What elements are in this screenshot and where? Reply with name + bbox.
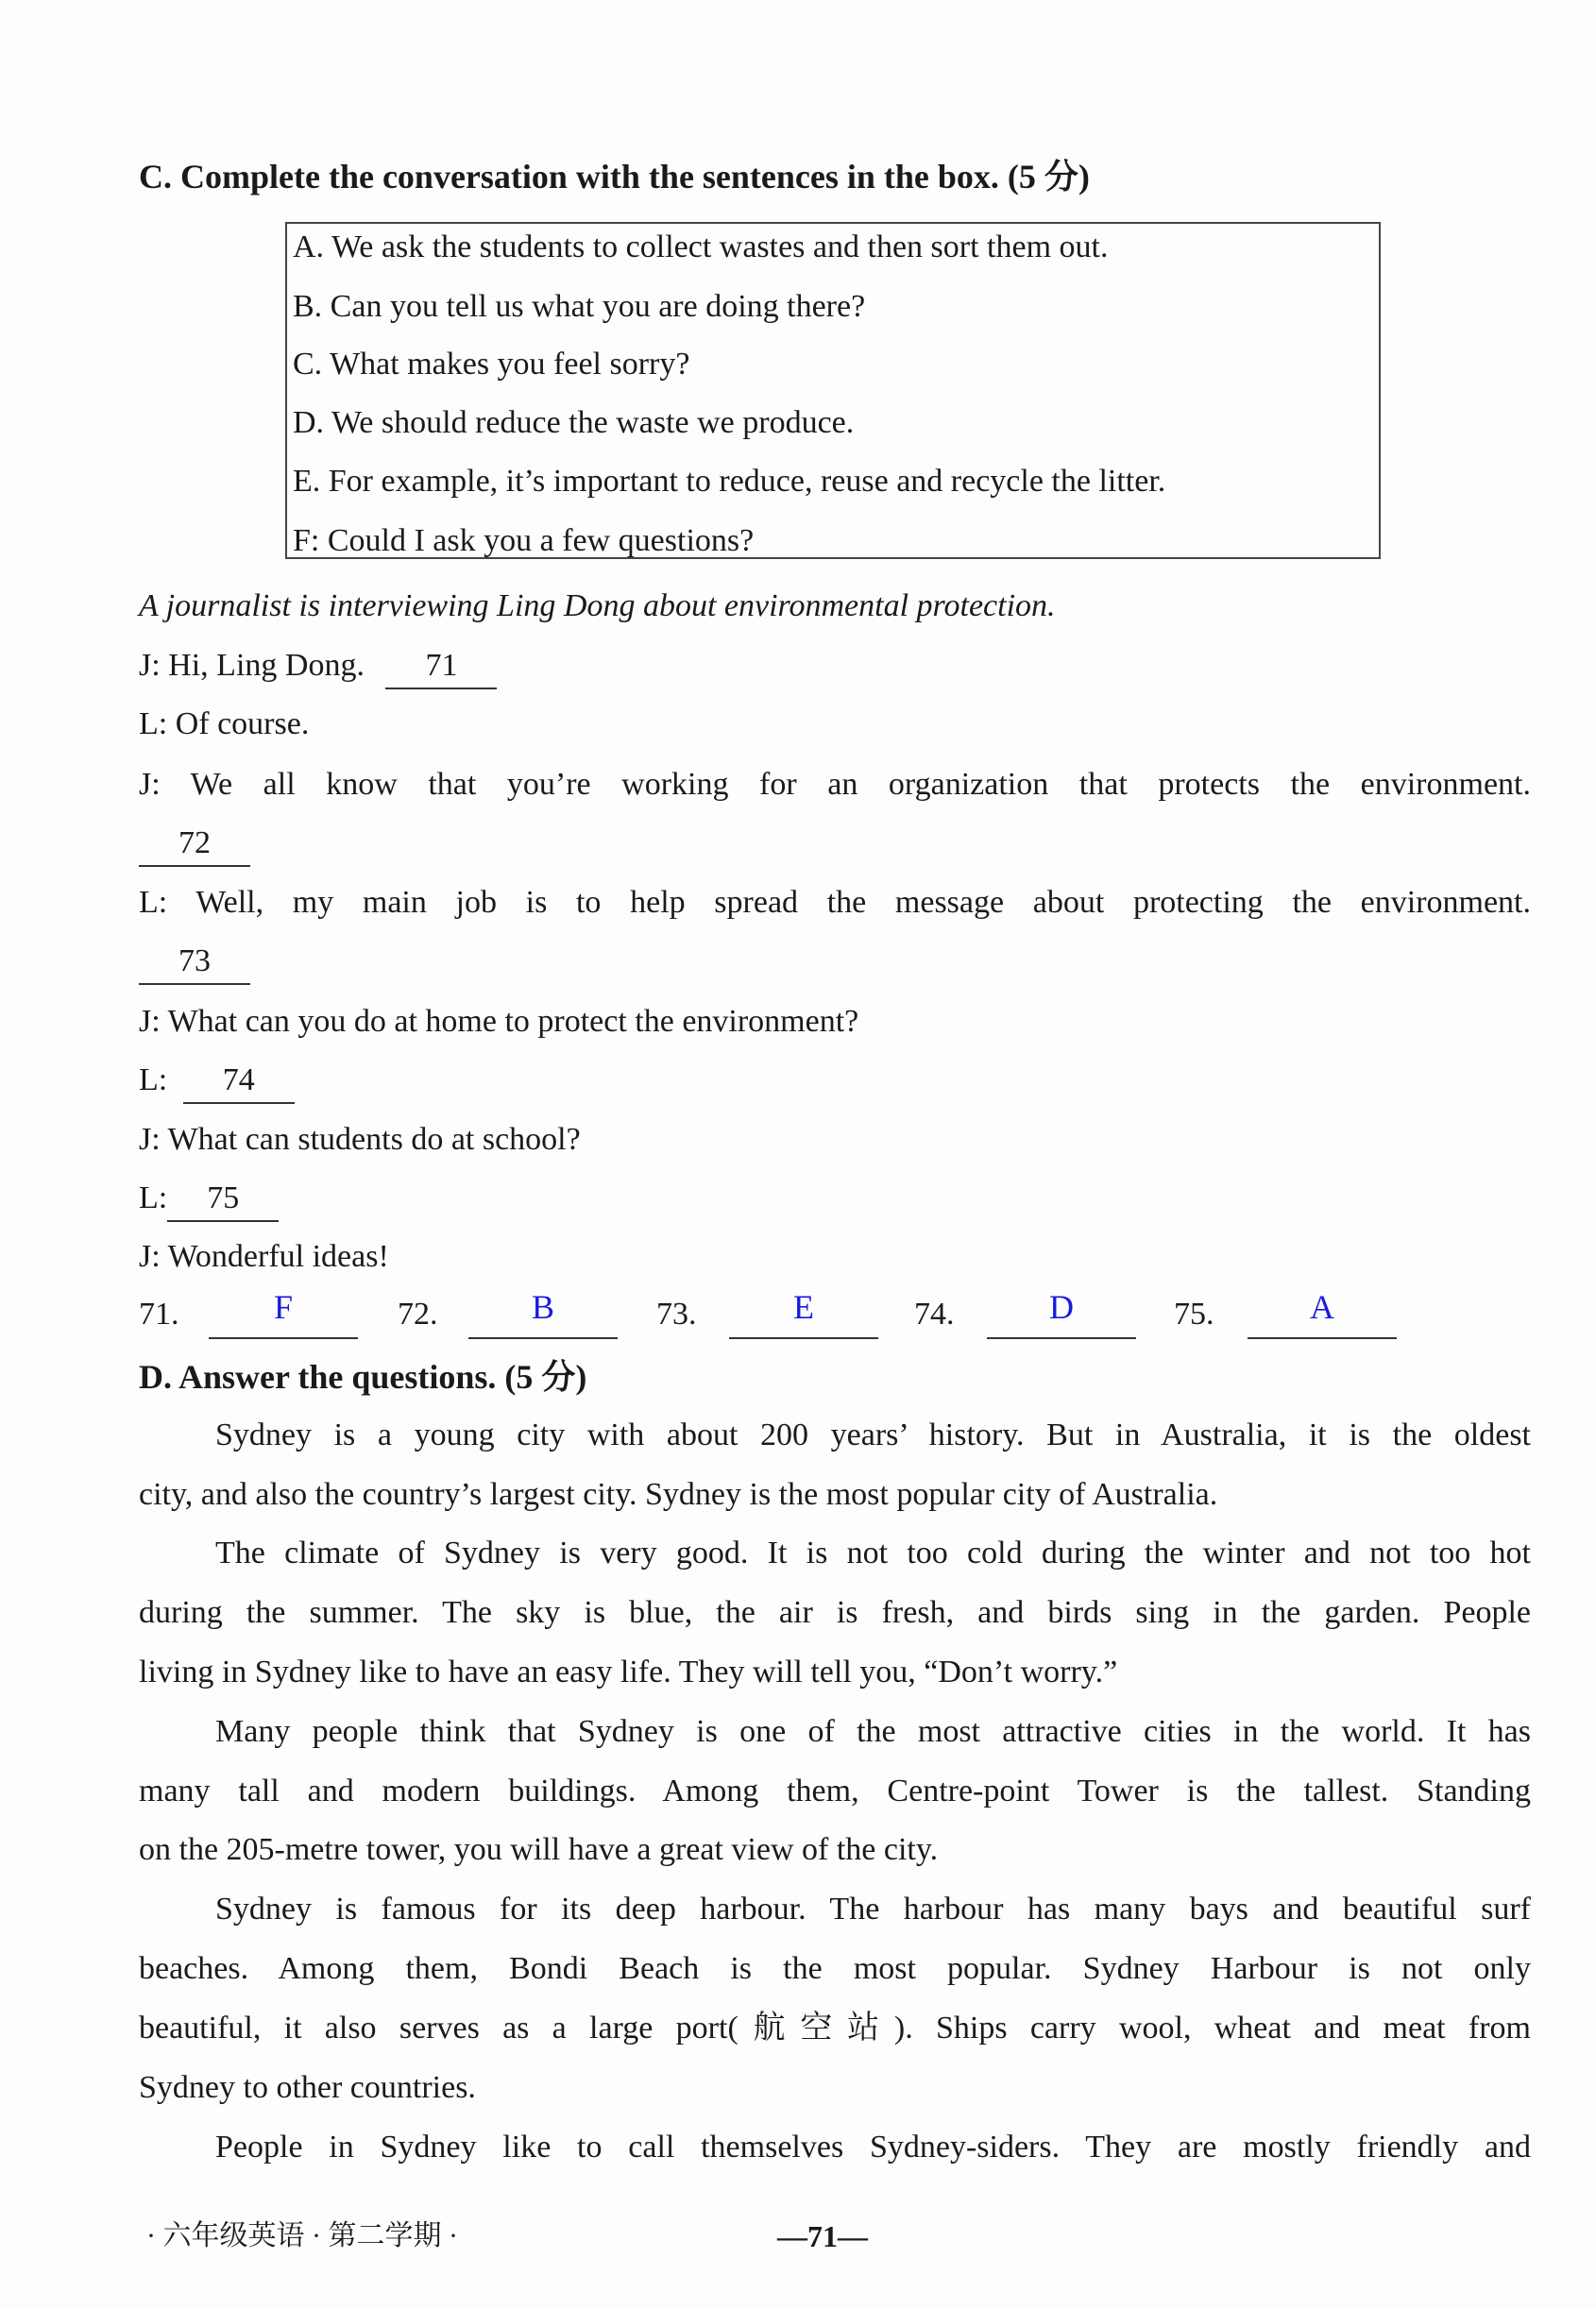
dialogue-line: L: Well, my main job is to help spread the message about protecting the environment. (139, 885, 1531, 920)
dialogue-line (139, 637, 497, 695)
dialogue-line (139, 1051, 295, 1110)
option-a: A. We ask the students to collect wastes and then sort them out. (293, 229, 1109, 264)
dialogue-line (139, 814, 250, 873)
passage-line: People in Sydney like to call themselves Sydney-siders. They are mostly friendly and (215, 2130, 1531, 2165)
answer-number: 73. (656, 1297, 697, 1332)
dialogue-line: J: Wonderful ideas! (139, 1239, 389, 1274)
dialogue-text: L: (139, 1062, 168, 1097)
blank-71: 71 (385, 644, 497, 689)
passage-line: Sydney is a young city with about 200 years’ history. But in Australia, it is the oldest (215, 1418, 1531, 1452)
option-f: F: Could I ask you a few questions? (293, 523, 755, 558)
passage-line: beaches. Among them, Bondi Beach is the most popular. Sydney Harbour is not only (139, 1951, 1531, 1986)
answer-number: 75. (1174, 1297, 1214, 1332)
section-d-heading: D. Answer the questions. (5 分) (139, 1358, 587, 1396)
passage-line: Many people think that Sydney is one of the most attractive cities in the world. It has (215, 1714, 1531, 1749)
answer-field-73[interactable]: E (729, 1288, 878, 1339)
dialogue-line (139, 932, 250, 991)
blank-72: 72 (139, 822, 250, 867)
answer-number: 74. (914, 1297, 955, 1332)
passage-line: living in Sydney like to have an easy life. They will tell you, “Don’t worry.” (139, 1655, 1118, 1689)
blank-73: 73 (139, 940, 250, 985)
passage-line: city, and also the country’s largest city. Sydney is the most popular city of Australia. (139, 1477, 1218, 1512)
passage-line: beautiful, it also serves as a large port(航空站). Ships carry wool, wheat and meat from (139, 2011, 1531, 2046)
dialogue-line: J: We all know that you’re working for an organization that protects the environment. (139, 767, 1531, 802)
passage-line: many tall and modern buildings. Among them, Centre-point Tower is the tallest. Standing (139, 1774, 1531, 1808)
sentence-options-box (285, 222, 1381, 559)
conversation-intro: A journalist is interviewing Ling Dong about environmental protection. (139, 588, 1056, 623)
passage-line: on the 205-metre tower, you will have a great view of the city. (139, 1832, 939, 1867)
blank-74: 74 (183, 1059, 295, 1104)
dialogue-text: L: (139, 1180, 168, 1215)
answer-number: 72. (398, 1297, 438, 1332)
option-b: B. Can you tell us what you are doing there? (293, 289, 866, 324)
option-c: C. What makes you feel sorry? (293, 347, 690, 382)
dialogue-line: L: Of course. (139, 706, 310, 741)
answer-field-75[interactable]: A (1248, 1288, 1397, 1339)
answer-field-71[interactable]: F (209, 1288, 358, 1339)
dialogue-line: J: What can students do at school? (139, 1122, 581, 1157)
footer-book-title: · 六年级英语 · 第二学期 · (146, 2220, 458, 2251)
dialogue-line: J: What can you do at home to protect the environment? (139, 1004, 859, 1039)
section-c-heading: C. Complete the conversation with the sentences in the box. (5 分) (139, 158, 1090, 195)
blank-75: 75 (167, 1177, 279, 1222)
answer-field-74[interactable]: D (987, 1288, 1136, 1339)
dialogue-text: J: Hi, Ling Dong. (139, 648, 365, 683)
option-e: E. For example, it’s important to reduce, reuse and recycle the litter. (293, 464, 1166, 499)
passage-line: during the summer. The sky is blue, the air is fresh, and birds sing in the garden. People (139, 1595, 1531, 1630)
option-d: D. We should reduce the waste we produce. (293, 405, 855, 440)
passage-line: The climate of Sydney is very good. It is not too cold during the winter and not too hot (215, 1536, 1531, 1570)
answer-field-72[interactable]: B (468, 1288, 618, 1339)
dialogue-line (139, 1169, 279, 1228)
answer-number: 71. (139, 1297, 179, 1332)
page-number: —71— (777, 2219, 868, 2253)
passage-line: Sydney is famous for its deep harbour. The harbour has many bays and beautiful surf (215, 1892, 1531, 1927)
passage-line: Sydney to other countries. (139, 2070, 476, 2105)
